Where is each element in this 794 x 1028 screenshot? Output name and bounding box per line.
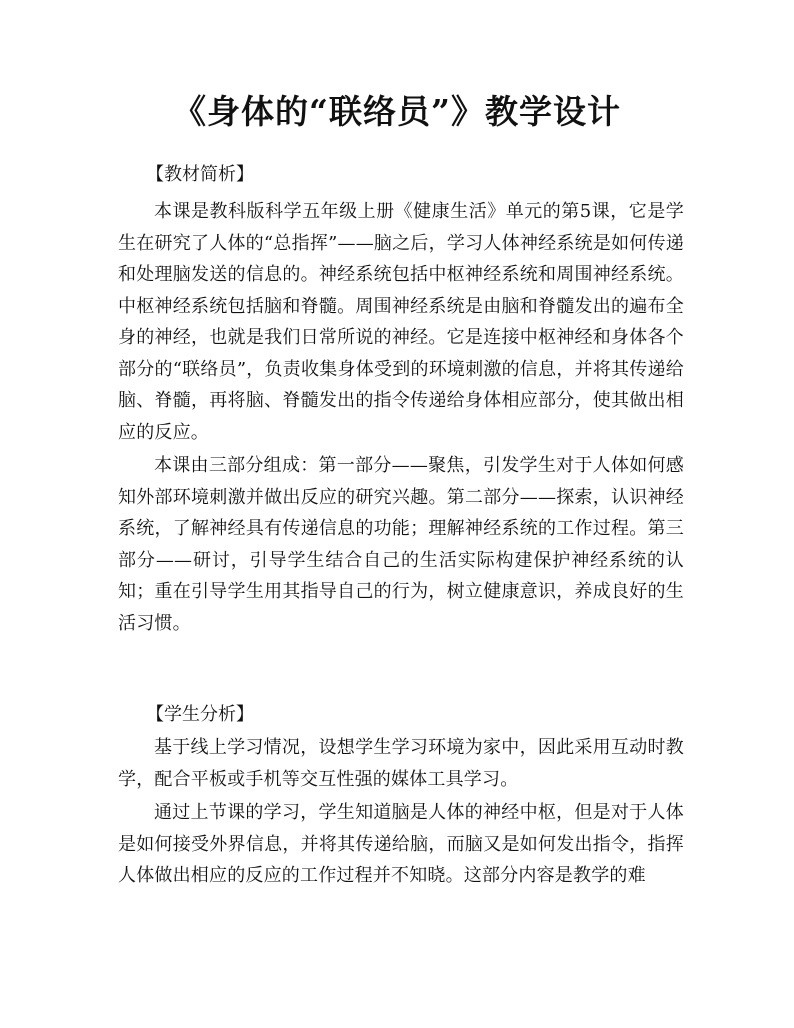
section-heading-student-analysis: 【学生分析】 <box>146 704 254 725</box>
section-student-analysis <box>118 732 684 894</box>
document-title: 《身体的“联络员”》教学设计 <box>173 92 621 131</box>
section-heading-textbook-analysis: 【教材简析】 <box>146 164 254 185</box>
paragraph: 基于线上学习情况，设想学生学习环境为家中，因此采用互动时教学，配合平板或手机等交互性强的媒体工具学习。 <box>118 737 684 790</box>
section-textbook-analysis <box>118 196 684 641</box>
paragraph: 通过上节课的学习，学生知道脑是人体的神经中枢，但是对于人体是如何接受外界信息，并将其传递给脑，而脑又是如何发出指令，指挥人体做出相应的反应的工作过程并不知晓。这部分内容是教学的难 <box>118 802 684 886</box>
paragraph: 本课是教科版科学五年级上册《健康生活》单元的第5课，它是学生在研究了人体的“总指挥”——脑之后，学习人体神经系统是如何传递和处理脑发送的信息的。神经系统包括中枢神经系统和周围神经系统。中枢神经系统包括脑和脊髓。周围神经系统是由脑和脊髓发出的遍布全身的神经，也就是我们日常所说的神经。它是连接中枢神经和身体各个部分的“联络员”，负责收集身体受到的环境刺激的信息，并将其传递给脑、脊髓，再将脑、脊髓发出的指令传递给身体相应部分，使其做出相应的反应。 <box>118 201 684 443</box>
paragraph: 本课由三部分组成：第一部分——聚焦，引发学生对于人体如何感知外部环境刺激并做出反应的研究兴趣。第二部分——探索，认识神经系统，了解神经具有传递信息的功能；理解神经系统的工作过程。第三部分——研讨，引导学生结合自己的生活实际构建保护神经系统的认知；重在引导学生用其指导自己的行为，树立健康意识，养成良好的生活习惯。 <box>118 455 684 634</box>
